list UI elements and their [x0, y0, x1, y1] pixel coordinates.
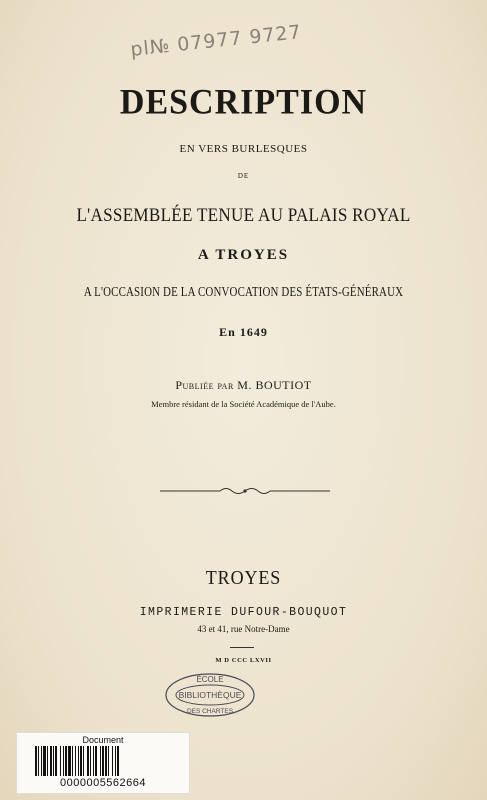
subtitle-line-5: A L'OCCASION DE LA CONVOCATION DES ÉTATS-GÉNÉRAUX — [83, 285, 404, 300]
editor-line: Publiée par M. BOUTIOT — [175, 378, 312, 392]
subtitle-line-1: EN VERS BURLESQUES — [179, 143, 308, 155]
subtitle-line-2: DE — [237, 172, 250, 180]
publication-place: TROYES — [205, 567, 282, 589]
barcode-title: Document — [82, 735, 124, 745]
barcode-number: 0000005562664 — [59, 777, 147, 789]
publication-year: M D CCC LXVII — [215, 657, 272, 664]
page-title: DESCRIPTION — [119, 83, 368, 122]
library-stamp — [164, 672, 256, 718]
svg-text:BIBLIOTHÈQUE: BIBLIOTHÈQUE — [178, 690, 242, 700]
subtitle-line-4: A TROYES — [197, 247, 290, 263]
editor-role: Membre résidant de la Société Académique de l'Aube. — [151, 399, 336, 409]
divider — [230, 647, 254, 648]
printer-address: 43 et 41, rue Notre-Dame — [197, 624, 290, 634]
barcode-bars — [35, 746, 173, 776]
svg-text:DES CHARTES: DES CHARTES — [186, 708, 234, 715]
handwritten-shelfmark: pl№ 07977 9727 — [129, 21, 303, 61]
ornament-divider — [160, 485, 330, 497]
svg-text:ÉCOLE: ÉCOLE — [196, 675, 224, 684]
subtitle-line-3: L'ASSEMBLÉE TENUE AU PALAIS ROYAL — [76, 205, 411, 226]
barcode-label — [16, 732, 190, 794]
printer-name: IMPRIMERIE DUFOUR-BOUQUOT — [139, 606, 348, 619]
subtitle-year: En 1649 — [219, 325, 268, 339]
